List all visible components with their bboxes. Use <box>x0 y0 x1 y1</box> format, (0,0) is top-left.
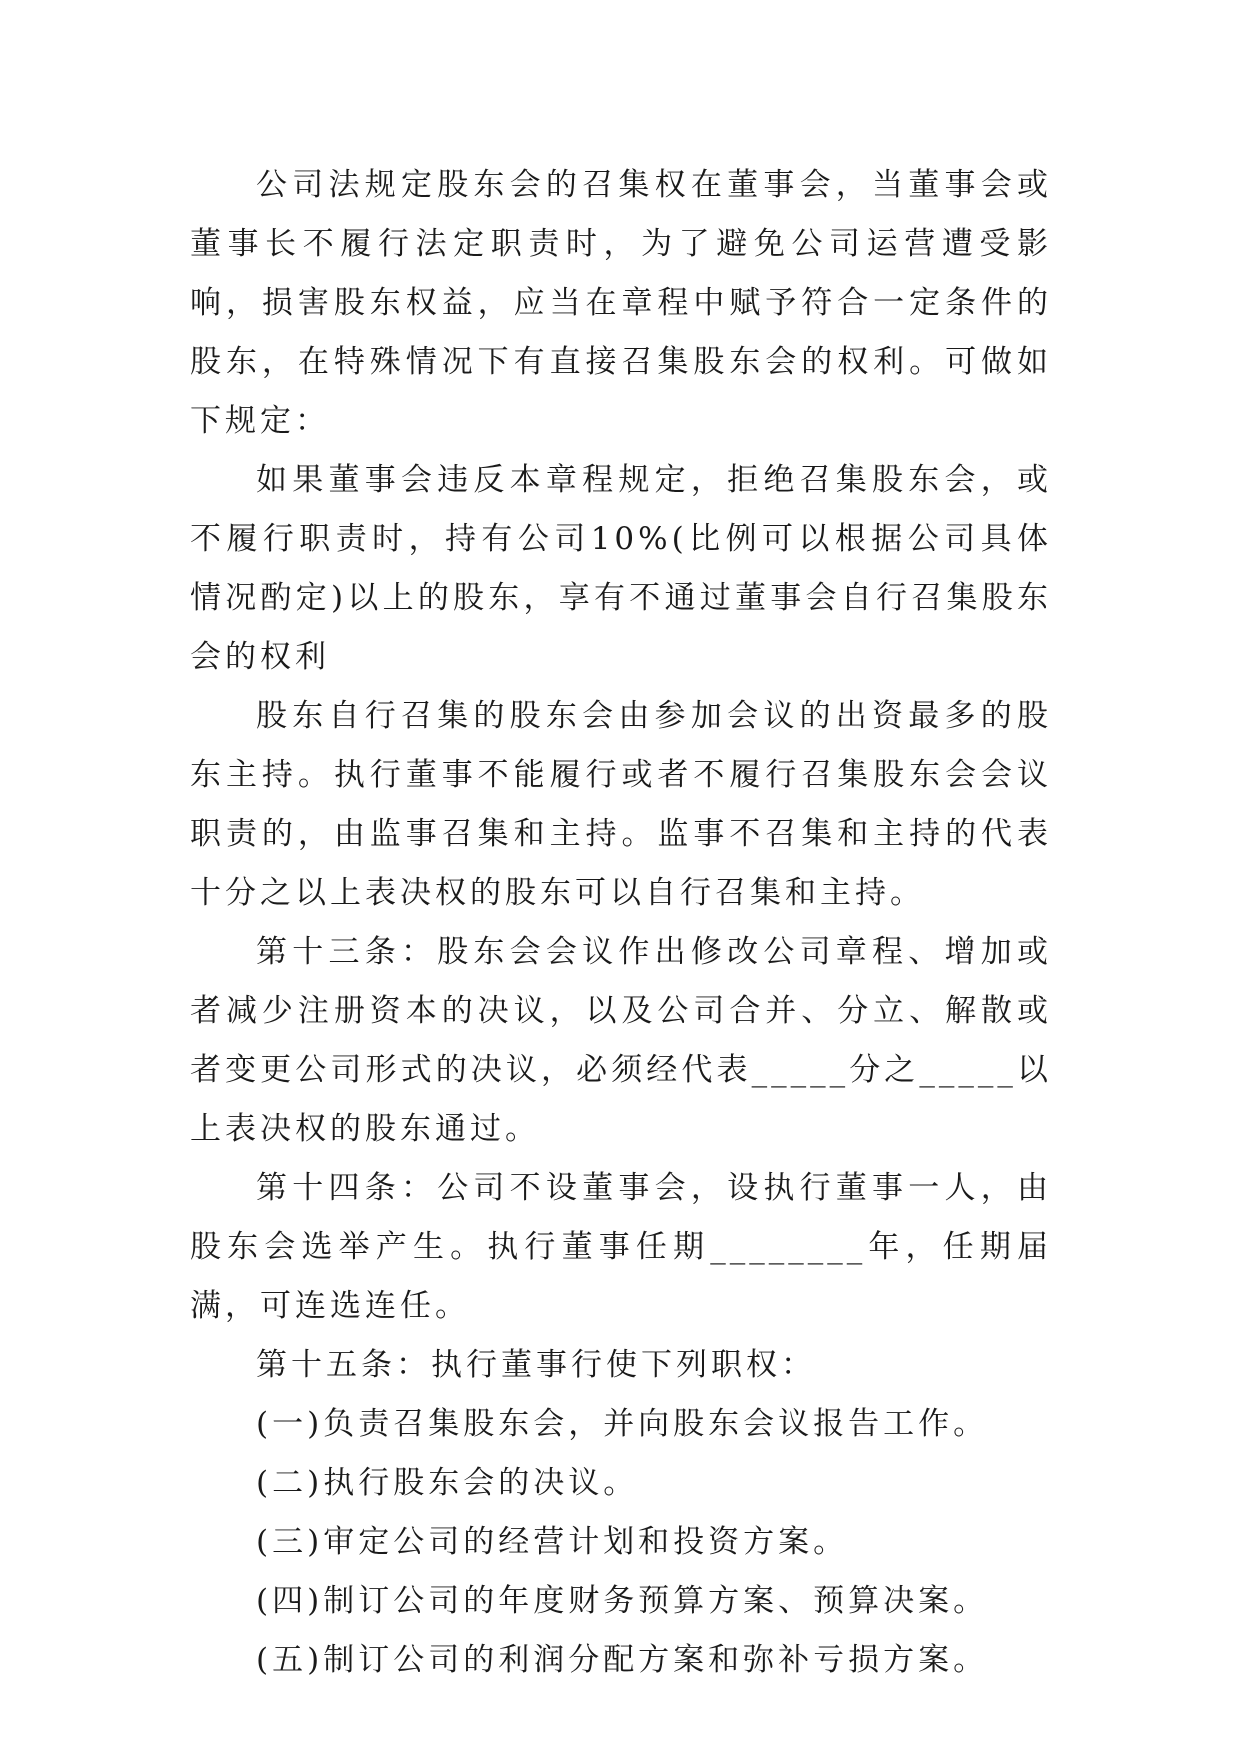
paragraph-shareholder-meeting-convening-right: 公司法规定股东会的召集权在董事会，当董事会或董事长不履行法定职责时，为了避免公司运营遭受影响，损害股东权益，应当在章程中赋予符合一定条件的股东，在特殊情况下有直接召集股东会的权利。可做如下规定： <box>190 167 1052 439</box>
list-item-2: (二)执行股东会的决议。 <box>256 1465 639 1501</box>
paragraph-article-15: 第十五条：执行董事行使下列职权： <box>256 1347 816 1383</box>
paragraph-article-14: 第十四条：公司不设董事会，设执行董事一人，由股东会选举产生。执行董事任期________年，任期届满，可连选连任。 <box>190 1170 1052 1324</box>
paragraph-article-13: 第十三条：股东会会议作出修改公司章程、增加或者减少注册资本的决议，以及公司合并、分立、解散或者变更公司形式的决议，必须经代表_____分之_____以上表决权的股东通过。 <box>190 934 1052 1147</box>
list-item-4: (四)制订公司的年度财务预算方案、预算决案。 <box>256 1583 989 1619</box>
paragraph-meeting-chairing: 股东自行召集的股东会由参加会议的出资最多的股东主持。执行董事不能履行或者不履行召集股东会会议职责的，由监事召集和主持。监事不召集和主持的代表十分之以上表决权的股东可以自行召集和主持。 <box>190 698 1052 911</box>
paragraph-self-convening-provision: 如果董事会违反本章程规定，拒绝召集股东会，或不履行职责时，持有公司10%(比例可以根据公司具体情况酌定)以上的股东，享有不通过董事会自行召集股东会的权利 <box>190 462 1052 675</box>
document-body <box>190 156 1052 1690</box>
list-item-1: (一)负责召集股东会，并向股东会议报告工作。 <box>256 1406 989 1442</box>
list-item-3: (三)审定公司的经营计划和投资方案。 <box>256 1524 849 1560</box>
list-item-5: (五)制订公司的利润分配方案和弥补亏损方案。 <box>256 1642 989 1678</box>
